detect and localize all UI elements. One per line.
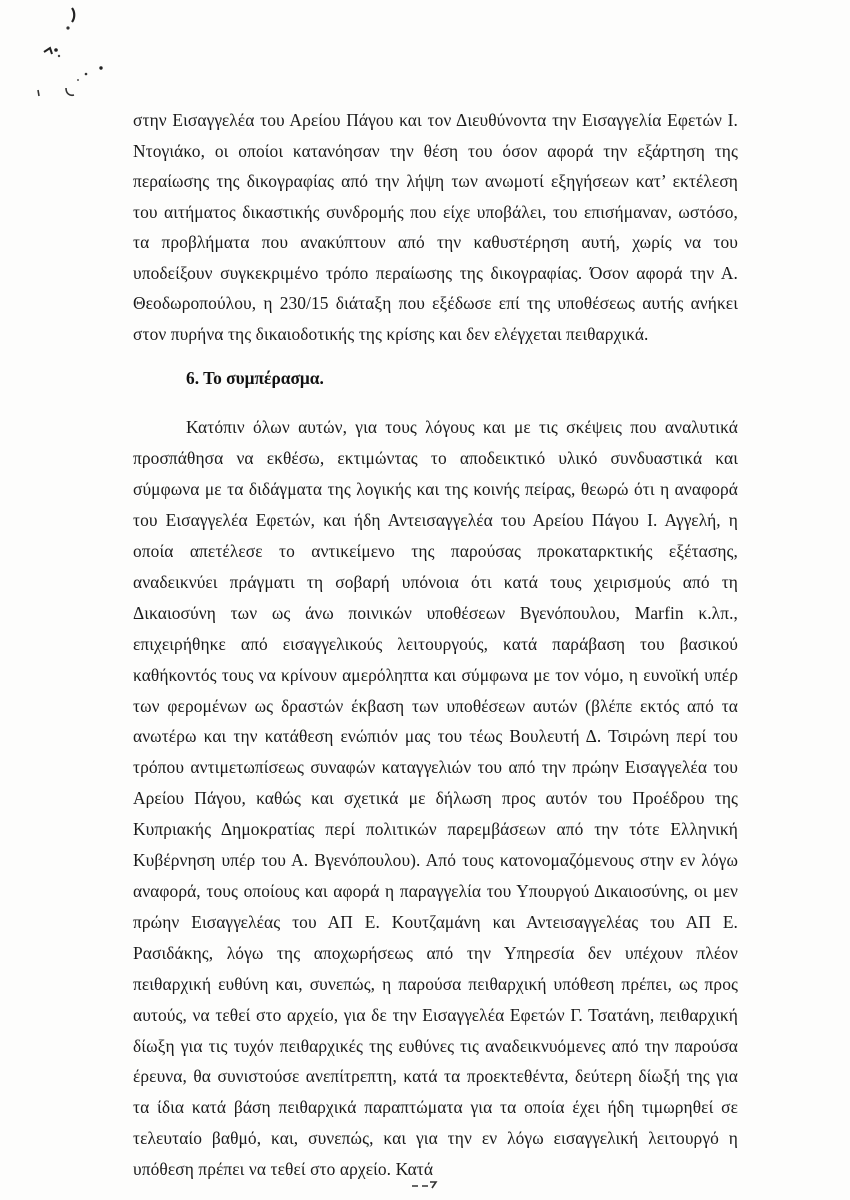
page-number-fragment	[408, 1176, 448, 1190]
paragraph-continuation: στην Εισαγγελέα του Αρείου Πάγου και τον Διευθύνοντα την Εισαγγελία Εφετών Ι. Ντογιάκο, οι οποίοι κατανόησαν την θέση του όσον αφορά την εξάρτηση της περαίωσης της δικογραφίας από την λήψη των ανωμοτί εξηγήσεων κατ’ εκτέλεση του αιτήματος δικαστικής συνδρομής που είχε υποβάλει, του επισήμαναν, ωστόσο, τα προβλήματα που ανακύπτουν από την καθυστέρηση αυτή, χωρίς να του υποδείξουν συγκεκριμένο τρόπο περαίωσης της δικογραφίας. Όσον αφορά την Α. Θεοδωροπούλου, η 230/15 διάταξη που εξέδωσε επί της υποθέσεως αυτής ανήκει στον πυρήνα της δικαιοδοτικής της κρίσης και δεν ελέγχεται πειθαρχικά.	[133, 110, 738, 344]
conclusion-paragraph: Κατόπιν όλων αυτών, για τους λόγους και με τις σκέψεις που αναλυτικά προσπάθησα να εκθέσω, εκτιμώντας το αποδεικτικό υλικό συνδυαστικά και σύμφωνα με τα διδάγματα της λογικής και της κοινής πείρας, θεωρώ ότι η αναφορά του Εισαγγελέα Εφετών, και ήδη Αντεισαγγελέα του Αρείου Πάγου Ι. Αγγελή, η οποία απετέλεσε το αντικείμενο της παρούσας προκαταρκτικής εξέτασης, αναδεικνύει πράγματι τη σοβαρή υπόνοια ότι κατά τους χειρισμούς από τη Δικαιοσύνη των ως άνω ποινικών υποθέσεων Βγενόπουλου, Marfin κ.λπ., επιχειρήθηκε από εισαγγελικούς λειτουργούς, κατά παράβαση του βασικού καθήκοντός τους να κρίνουν αμερόληπτα και σύμφωνα με τον νόμο, η ευνοϊκή υπέρ των φερομένων ως δραστών έκβαση των υποθέσεων αυτών (βλέπε εκτός από τα ανωτέρω και την κατάθεση ενώπιόν μας του τέως Βουλευτή Δ. Τσιρώνη περί του τρόπου αντιμετωπίσεως συναφών καταγγελιών του από την πρώην Εισαγγελέα του Αρείου Πάγου, καθώς και σχετικά με δήλωση προς αυτόν του Προέδρου της Κυπριακής Δημοκρατίας περί πολιτικών παρεμβάσεων από την τότε Ελληνική Κυβέρνηση υπέρ του Α. Βγενόπουλου). Από τους κατονομαζόμενους στην εν λόγω αναφορά, τους οποίους και αφορά η παραγγελία του Υπουργού Δικαιοσύνης, οι μεν πρώην Εισαγγελέας του ΑΠ Ε. Κουτζαμάνη και Αντεισαγγελέας του ΑΠ Ε. Ρασιδάκης, λόγω της αποχωρήσεως από την Υπηρεσία δεν υπέχουν πλέον πειθαρχική ευθύνη και, συνεπώς, η παρούσα πειθαρχική υπόθεση πρέπει, ως προς αυτούς, να τεθεί στο αρχείο, για δε την Εισαγγελέα Εφετών Γ. Τσατάνη, πειθαρχική δίωξη για τις τυχόν πειθαρχικές της ευθύνες τις αναδεικνυόμενες από την παρούσα έρευνα, θα συνιστούσε ανεπίτρεπτη, κατά τα προεκτεθέντα, δεύτερη δίωξή της για τα ίδια κατά βάση πειθαρχικά παραπτώματα για τα οποία έχει ήδη τιμωρηθεί σε τελευταίο βαθμό, και, συνεπώς, και για την εν λόγω εισαγγελική λειτουργό η υπόθεση πρέπει να τεθεί στο αρχείο. Κατά	[133, 417, 738, 1180]
section-heading: 6. Το συμπέρασμα.	[186, 368, 324, 388]
scan-artifact-marks	[28, 4, 118, 104]
